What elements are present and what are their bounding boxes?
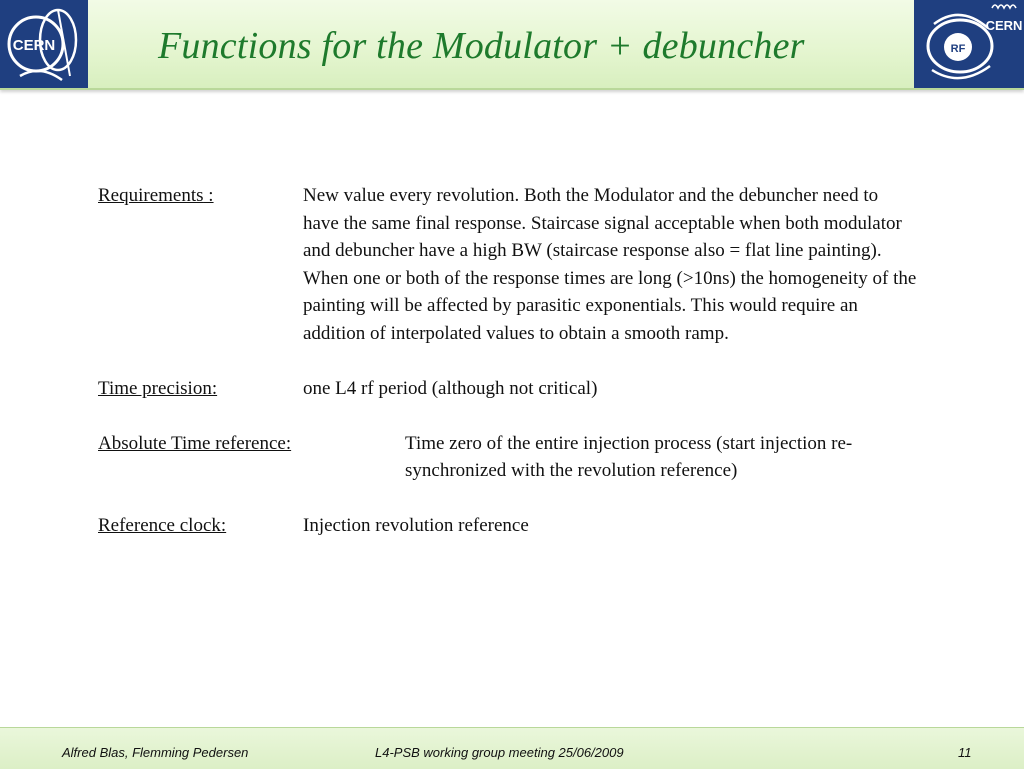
rf-badge-text: RF	[950, 43, 966, 55]
absolute-time-reference-text: Time zero of the entire injection process (start injection re-synchronized with the revolution reference)	[405, 432, 853, 481]
cern-logo-text: CERN	[12, 37, 56, 54]
rf-logo-graphic	[914, 0, 1024, 88]
slide-body	[98, 182, 928, 540]
requirements-label	[98, 182, 214, 210]
page-number: 11	[958, 745, 972, 760]
requirements-text: New value every revolution. Both the Modulator and the debuncher need to have the same final response. Staircase signal acceptable when both modulator and debuncher have a high BW (staircase response also = flat line painting). When one or both of the response times are long (>10ns) the homogeneity of the painting will be affected by parasitic exponentials. This would require an addition of interpolated values to obtain a smooth ramp.	[303, 185, 917, 344]
time-precision-row	[98, 375, 928, 403]
cern-logo	[0, 0, 88, 88]
requirements-label-colon: :	[203, 185, 214, 206]
footer-authors: Alfred Blas, Flemming Pedersen	[62, 745, 249, 760]
cern-rf-logo-text: CERN	[985, 18, 1023, 33]
slide-footer	[0, 727, 1024, 769]
requirements-row	[98, 182, 928, 347]
reference-clock-label: Reference clock:	[98, 515, 227, 536]
reference-clock-text: Injection revolution reference	[303, 515, 529, 536]
absolute-time-reference-row	[98, 430, 928, 485]
slide-title: Functions for the Modulator + debuncher	[158, 25, 805, 67]
reference-clock-row	[98, 512, 928, 540]
slide-header	[0, 0, 1024, 90]
cern-logo-graphic	[0, 0, 88, 88]
time-precision-label: Time precision:	[98, 377, 218, 399]
cern-rf-logo	[914, 0, 1024, 88]
requirements-label-text: Requirements	[98, 185, 204, 206]
time-precision-text: one L4 rf period (although not critical)	[303, 377, 598, 399]
footer-meeting: L4-PSB working group meeting 25/06/2009	[375, 745, 624, 760]
absolute-time-reference-label: Absolute Time reference:	[98, 432, 292, 454]
